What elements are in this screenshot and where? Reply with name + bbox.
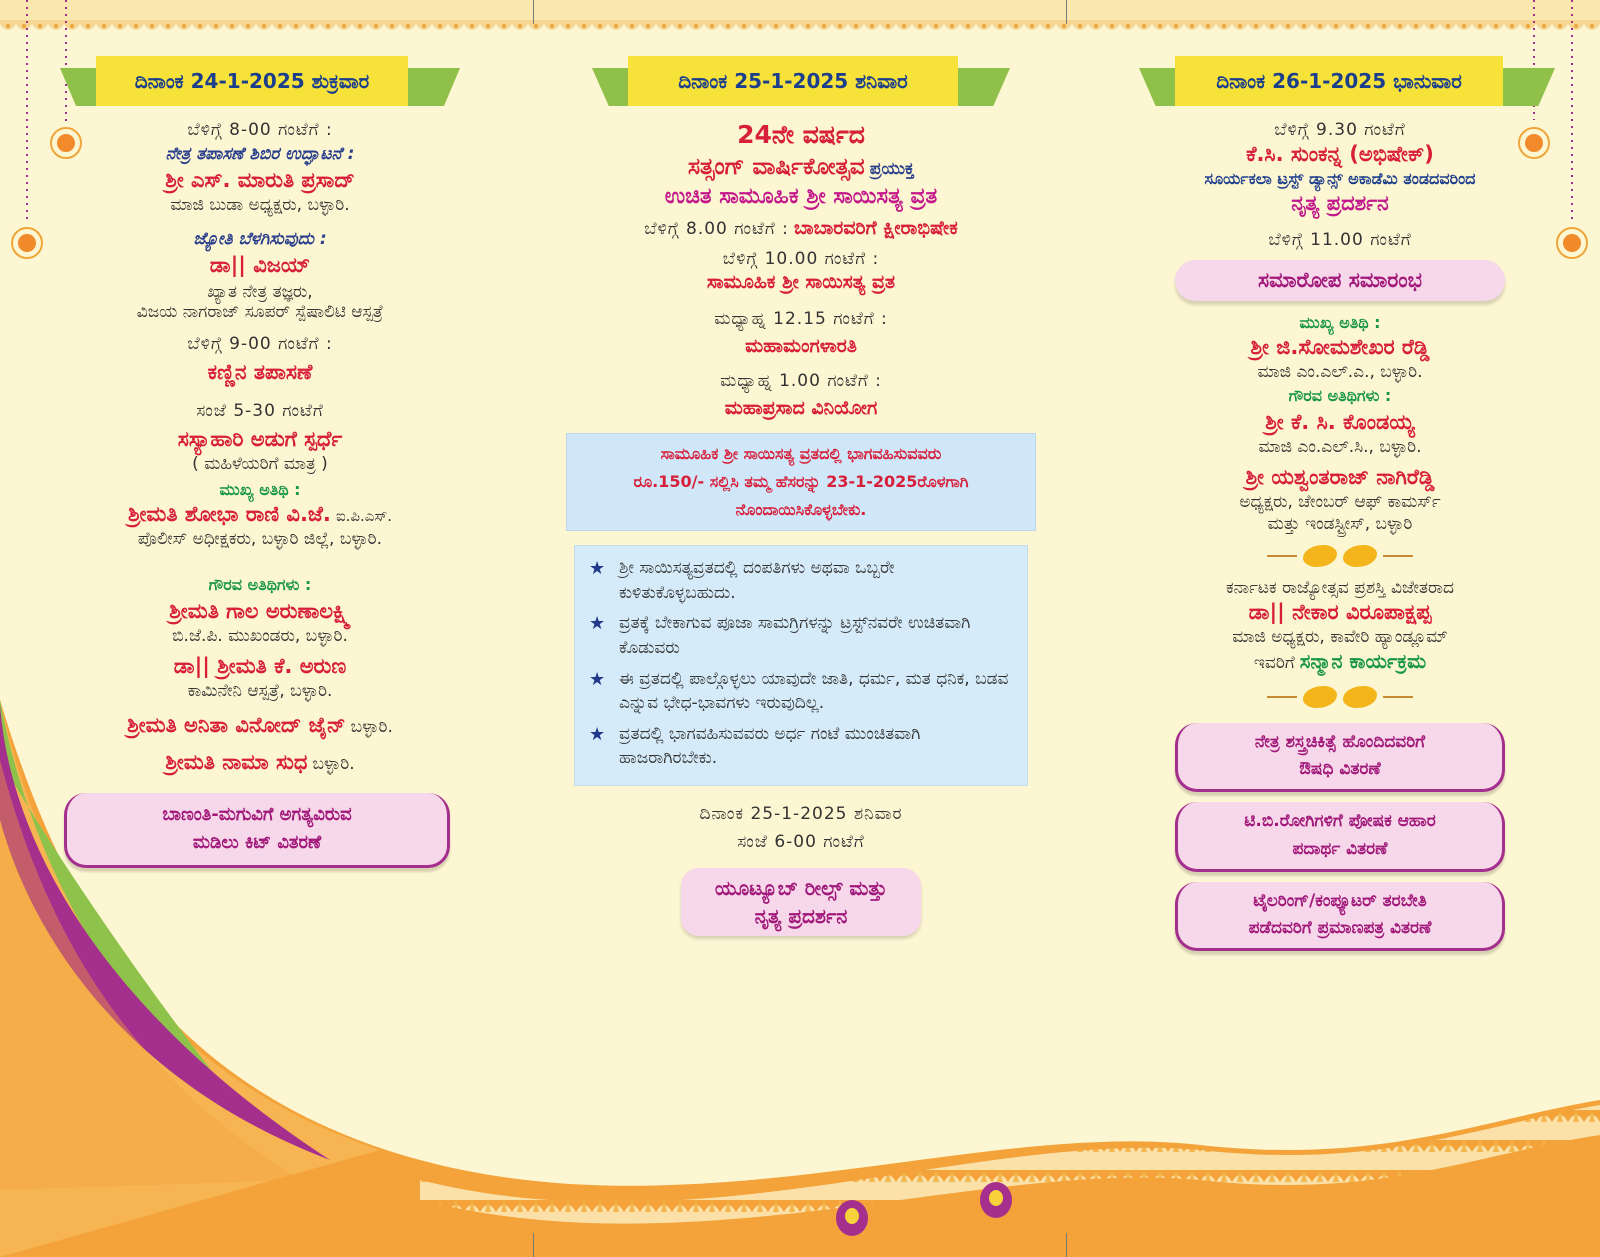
closing-ceremony-banner: ಸಮಾರೋಪ ಸಮಾರಂಭ: [1175, 260, 1505, 301]
pill-line: ಟಿ.ಬಿ.ರೋಗಿಗಳಿಗೆ ಪೋಷಕ ಆಹಾರ: [1244, 811, 1436, 832]
day2-date-header: ದಿನಾಂಕ 25-1-2025 ಶನಿವಾರ: [628, 56, 958, 106]
registration-notice: [566, 433, 1036, 531]
event-title: ಸಾಮೂಹಿಕ ಶ್ರೀ ಸಾಯಿಸತ್ಯ ವ್ರತ: [706, 271, 896, 293]
star-icon: ★: [589, 668, 606, 690]
time-label: ಸಂಜೆ 6-00 ಗಂಟೆಗೆ: [737, 832, 865, 853]
honored-guests-label: ಗೌರವ ಅತಿಥಿಗಳು :: [1288, 386, 1392, 405]
guest-desc: ಅಧ್ಯಕ್ಷರು, ಚೇಂಬರ್ ಆಫ್ ಕಾಮರ್ಸ್: [1239, 492, 1441, 512]
event-label: ಜ್ಯೋತಿ ಬೆಳಗಿಸುವುದು :: [193, 229, 327, 249]
time-label: ಬೆಳಿಗ್ಗೆ 8.00 ಗಂಟೆಗೆ :: [644, 219, 789, 239]
certificate-distribution-pill: [1175, 882, 1505, 951]
paisley-ornament: [1125, 685, 1555, 709]
rule-item: [589, 611, 1013, 660]
banner-line: ಯೂಟ್ಯೂಬ್ ರೀಲ್ಸ್ ಮತ್ತು: [714, 876, 888, 901]
chief-guest-label: ಮುಖ್ಯ ಅತಿಥಿ :: [219, 480, 301, 499]
chief-guest-label: ಮುಖ್ಯ ಅತಿಥಿ :: [1299, 313, 1381, 332]
event-label: ನೇತ್ರ ತಪಾಸಣೆ ಶಿಬಿರ ಉದ್ಘಾಟನೆ :: [165, 144, 355, 164]
schedule-line: [566, 217, 1036, 239]
vrata-title: ಉಚಿತ ಸಾಮೂಹಿಕ ಶ್ರೀ ಸಾಯಿಸತ್ಯ ವ್ರತ: [664, 184, 938, 209]
award-line: ಕರ್ನಾಟಕ ರಾಜ್ಯೋತ್ಸವ ಪ್ರಶಸ್ತಿ ವಿಜೇತರಾದ: [1226, 578, 1454, 598]
time-label: ಮಧ್ಯಾಹ್ನ 12.15 ಗಂಟೆಗೆ :: [714, 309, 888, 329]
event-note: ( ಮಹಿಳೆಯರಿಗೆ ಮಾತ್ರ ): [192, 454, 328, 474]
time-label: ಬೆಳಿಗ್ಗೆ 10.00 ಗಂಟೆಗೆ :: [722, 249, 880, 269]
rule-text: ವ್ರತಕ್ಕೆ ಬೇಕಾಗುವ ಪೂಜಾ ಸಾಮಗ್ರಿಗಳನ್ನು ಟ್ರಸ್ಟ್‌ನವರೇ ಉಚಿತವಾಗಿ ಕೊಡುವರು: [619, 613, 971, 658]
guest-name: ಶ್ರೀಮತಿ ಗಾಲ ಅರುಣಾಲಕ್ಷ್ಮಿ: [169, 599, 351, 623]
event-title: ಮಹಾಪ್ರಸಾದ ವಿನಿಯೋಗ: [724, 397, 878, 419]
time-label: ಬೆಳಿಗ್ಗೆ 8-00 ಗಂಟೆಗೆ :: [187, 120, 333, 140]
guest-place: ಬಳ್ಳಾರಿ.: [350, 717, 393, 737]
fold-mark: [533, 1233, 534, 1257]
notice-line: ಸಾಮೂಹಿಕ ಶ್ರೀ ಸಾಯಿಸತ್ಯ ವ್ರತದಲ್ಲಿ ಭಾಗವಹಿಸುವವರು: [660, 444, 942, 463]
time-label: ಬೆಳಿಗ್ಗೆ 9-00 ಗಂಟೆಗೆ :: [187, 334, 333, 354]
time-label: ಬೆಳಿಗ್ಗೆ 9.30 ಗಂಟೆಗೆ: [1274, 120, 1406, 140]
chief-guest-name: ಶ್ರೀ ಜಿ.ಸೋಮಶೇಖರ ರೆಡ್ಡಿ: [1250, 335, 1430, 359]
event-title: ಕಣ್ಣಿನ ತಪಾಸಣೆ: [207, 360, 313, 384]
event-title: ನೃತ್ಯ ಪ್ರದರ್ಶನ: [1291, 191, 1389, 215]
performer-name: ಕೆ.ಸಿ. ಸುಂಕನ್ನ (ಅಭಿಷೇಕ್): [1246, 142, 1434, 166]
anniversary-line: [566, 154, 1036, 180]
guest-place: ಬಳ್ಳಾರಿ.: [312, 754, 355, 774]
guest-name: ಶ್ರೀಮತಿ ಅನಿತಾ ವಿನೋದ್ ಜೈನ್: [127, 713, 346, 737]
guest-name: ಡಾ|| ಶ್ರೀಮತಿ ಕೆ. ಅರುಣ: [173, 654, 347, 678]
rule-item: [589, 722, 1013, 771]
paisley-ornament: [1125, 544, 1555, 568]
guest-name: ಶ್ರೀಮತಿ ನಾಮಾ ಸುಧ: [165, 750, 308, 774]
chief-guest-name: ಶ್ರೀಮತಿ ಶೋಭಾ ರಾಣಿ ವಿ.ಜೆ.: [127, 502, 331, 526]
awardee-name: ಡಾ|| ನೇಕಾರ ವಿರೂಪಾಕ್ಷಪ್ಪ: [1248, 600, 1432, 624]
pill-line: ಪದಾರ್ಥ ವಿತರಣೆ: [1292, 838, 1388, 859]
fold-mark: [1066, 1233, 1067, 1257]
guest-desc: ಬಿ.ಜೆ.ಪಿ. ಮುಖಂಡರು, ಬಳ್ಳಾರಿ.: [172, 626, 348, 646]
chief-guest: [60, 502, 460, 527]
rule-text: ಶ್ರೀ ಸಾಯಿಸತ್ಯವ್ರತದಲ್ಲಿ ದಂಪತಿಗಳು ಅಥವಾ ಒಬ್ಬರೇ ಕುಳಿತುಕೊಳ್ಳಬಹುದು.: [619, 558, 895, 603]
reels-dance-banner: [681, 868, 921, 936]
felicitation-line: [1125, 649, 1555, 673]
evening-date: ದಿನಾಂಕ 25-1-2025 ಶನಿವಾರ: [699, 804, 903, 825]
guest-desc: ಕಾಮಿನೇನಿ ಆಸ್ಪತ್ರೆ, ಬಳ್ಳಾರಿ.: [187, 681, 333, 701]
notice-line: ರೂ.150/- ಸಲ್ಲಿಸಿ ತಮ್ಮ ಹೆಸರನ್ನು 23-1-2025ರೊಳಗಾಗಿ: [633, 472, 969, 491]
guest-line: [60, 750, 460, 775]
lamp-lighter-desc: ವಿಜಯ ನಾಗರಾಜ್ ಸೂಪರ್ ಸ್ಪೆಷಾಲಿಟಿ ಆಸ್ಪತ್ರೆ: [136, 302, 384, 322]
day1-date-ribbon: [60, 56, 460, 108]
lamp-lighter-desc: ಖ್ಯಾತ ನೇತ್ರ ತಜ್ಞರು,: [207, 282, 313, 302]
day2-column: [566, 56, 1036, 936]
performer-desc: ಸೂರ್ಯಕಲಾ ಟ್ರಸ್ಟ್ ಡ್ಯಾನ್ಸ್ ಅಕಾಡೆಮಿ ತಂಡದವರಿಂದ: [1204, 169, 1476, 188]
time-label: ಬೆಳಿಗ್ಗೆ 11.00 ಗಂಟೆಗೆ: [1268, 230, 1412, 250]
kit-distribution-pill: [64, 793, 450, 868]
pill-line: ಟೈಲರಿಂಗ್/ಕಂಪ್ಯೂಟರ್ ತರಬೇತಿ: [1253, 890, 1427, 911]
guest-line: [60, 713, 460, 738]
time-label: ಮಧ್ಯಾಹ್ನ 1.00 ಗಂಟೆಗೆ :: [720, 371, 882, 391]
star-icon: ★: [589, 613, 606, 635]
event-title: ಮಹಾಮಂಗಳಾರತಿ: [745, 335, 857, 357]
event-title: ಬಾಬಾರವರಿಗೆ ಕ್ಷೀರಾಭಿಷೇಕ: [793, 217, 958, 239]
chief-guest-desc: ಪೊಲೀಸ್ ಅಧೀಕ್ಷಕರು, ಬಳ್ಳಾರಿ ಜಿಲ್ಲೆ, ಬಳ್ಳಾರಿ.: [137, 529, 383, 549]
day1-date-header: ದಿನಾಂಕ 24-1-2025 ಶುಕ್ರವಾರ: [96, 56, 408, 106]
time-label: ಸಂಜೆ 5-30 ಗಂಟೆಗೆ: [196, 401, 324, 421]
rules-box: [574, 545, 1028, 786]
star-icon: ★: [589, 723, 606, 745]
anniversary-year: 24ನೇ ವರ್ಷದ: [737, 120, 865, 149]
guest-desc: ಮತ್ತು ಇಂಡಸ್ಟ್ರೀಸ್, ಬಳ್ಳಾರಿ: [1267, 514, 1413, 534]
tb-nutrition-pill: [1175, 802, 1505, 871]
chief-guest-suffix: ಐ.ಪಿ.ಎಸ್.: [335, 507, 393, 525]
rule-item: [589, 667, 1013, 716]
banner-line: ನೃತ್ಯ ಪ್ರದರ್ಶನ: [754, 904, 848, 929]
pill-line: ಬಾಣಂತಿ-ಮಗುವಿಗೆ ಅಗತ್ಯವಿರುವ: [162, 804, 352, 825]
chief-guest-desc: ಮಾಜಿ ಎಂ.ಎಲ್.ಎ., ಬಳ್ಳಾರಿ.: [1257, 362, 1423, 382]
day1-column: [60, 56, 460, 868]
rule-text: ವ್ರತದಲ್ಲಿ ಭಾಗವಹಿಸುವವರು ಅರ್ಧ ಗಂಟೆ ಮುಂಚಿತವಾಗಿ ಹಾಜರಾಗಿರಬೇಕು.: [619, 723, 921, 769]
pill-line: ಪಡೆದವರಿಗೆ ಪ್ರಮಾಣಪತ್ರ ವಿತರಣೆ: [1248, 917, 1432, 938]
day3-column: [1125, 56, 1555, 951]
lamp-lighter-name: ಡಾ|| ವಿಜಯ್: [209, 253, 311, 277]
fold-mark: [1066, 0, 1067, 24]
felicitation-prefix: ಇವರಿಗೆ: [1253, 653, 1295, 673]
inaugurator-desc: ಮಾಜಿ ಬುಡಾ ಅಧ್ಯಕ್ಷರು, ಬಳ್ಳಾರಿ.: [170, 195, 350, 215]
rule-text: ಈ ವ್ರತದಲ್ಲಿ ಪಾಲ್ಗೊಳ್ಳಲು ಯಾವುದೇ ಜಾತಿ, ಧರ್ಮ, ಮತ ಧನಿಕ, ಬಡವ ಎನ್ನುವ ಭೇಧ-ಭಾವಗಳು ಇರುವುದಿಲ್ಲ.: [619, 668, 1009, 714]
day3-date-ribbon: [1139, 56, 1555, 108]
guest-desc: ಮಾಜಿ ಎಂ.ಎಲ್.ಸಿ., ಬಳ್ಳಾರಿ.: [1258, 437, 1422, 457]
pill-line: ನೇತ್ರ ಶಸ್ತ್ರಚಿಕಿತ್ಸೆ ಹೊಂದಿದವರಿಗೆ: [1254, 732, 1426, 752]
day3-date-header: ದಿನಾಂಕ 26-1-2025 ಭಾನುವಾರ: [1175, 56, 1503, 106]
day2-date-ribbon: [592, 56, 1010, 108]
felicitation-title: ಸನ್ಮಾನ ಕಾರ್ಯಕ್ರಮ: [1299, 649, 1427, 673]
star-icon: ★: [589, 558, 606, 579]
awardee-desc: ಮಾಜಿ ಅಧ್ಯಕ್ಷರು, ಕಾವೇರಿ ಹ್ಯಾಂಡ್ಲೂಮ್: [1232, 627, 1448, 647]
guest-name: ಶ್ರೀ ಕೆ. ಸಿ. ಕೊಂಡಯ್ಯ: [1265, 410, 1415, 434]
honored-guests-label: ಗೌರವ ಅತಿಥಿಗಳು :: [208, 575, 312, 594]
pill-line: ಮಡಿಲು ಕಿಟ್ ವಿತರಣೆ: [192, 831, 322, 853]
medicine-distribution-pill: [1175, 723, 1505, 792]
rule-item: [589, 556, 1013, 605]
fold-mark: [533, 0, 534, 24]
anniversary-title: ಸತ್ಸಂಗ್ ವಾರ್ಷಿಕೋತ್ಸವ: [687, 154, 865, 180]
event-title: ಸಸ್ಯಾಹಾರಿ ಅಡುಗೆ ಸ್ಪರ್ಧೆ: [177, 427, 343, 451]
inaugurator-name: ಶ್ರೀ ಎಸ್. ಮಾರುತಿ ಪ್ರಸಾದ್: [165, 168, 355, 192]
anniversary-suffix: ಪ್ರಯುಕ್ತ: [869, 159, 915, 179]
guest-name: ಶ್ರೀ ಯಶ್ವಂತರಾಜ್ ನಾಗಿರೆಡ್ಡಿ: [1245, 465, 1435, 489]
notice-line: ನೊಂದಾಯಿಸಿಕೊಳ್ಳಬೇಕು.: [735, 500, 867, 519]
pill-line: ಔಷಧಿ ವಿತರಣೆ: [1299, 759, 1381, 780]
